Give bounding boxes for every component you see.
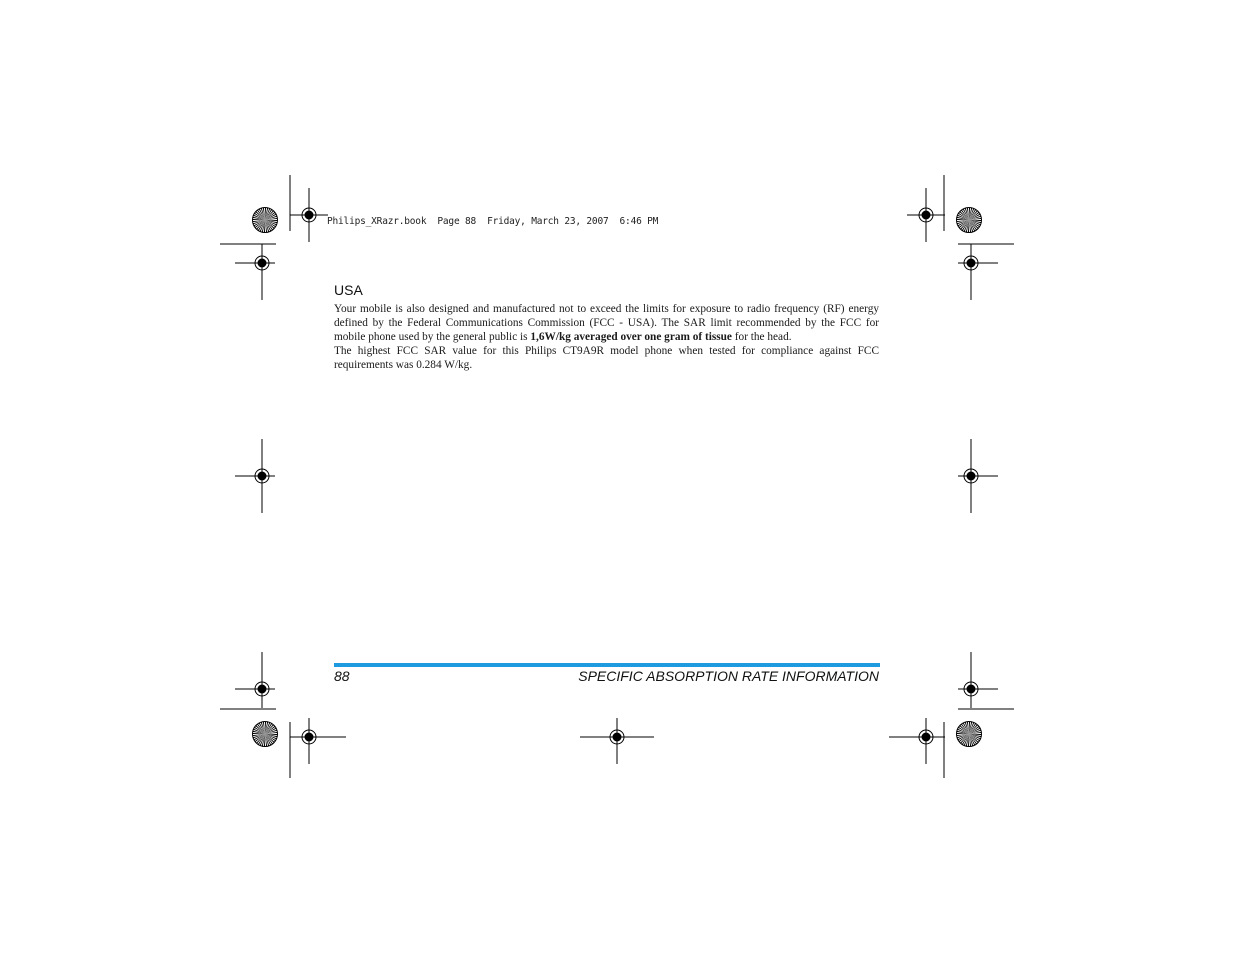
footer-chapter-title: SPECIFIC ABSORPTION RATE INFORMATION (578, 668, 879, 684)
sar-paragraph-1 (334, 302, 879, 344)
print-slug-line: Philips_XRazr.book Page 88 Friday, March 23, 2007 6:46 PM (327, 216, 659, 227)
paragraph-1-text: Your mobile is also designed and manufactured not to exceed the limits for exposure to radio frequency (RF) energy defined by the Federal Communications Commission (FCC - USA). The SAR limit recommended by the FCC for mobile phone used by the general public is (334, 303, 879, 343)
registration-star-icon (253, 208, 278, 233)
footer-rule (334, 663, 880, 667)
page-content (334, 282, 879, 372)
sar-limit-emphasis: 1,6W/kg averaged over one gram of tissue (530, 331, 732, 343)
sar-paragraph-2: The highest FCC SAR value for this Philips CT9A9R model phone when tested for compliance against FCC requirements was 0.284 W/kg. (334, 345, 879, 371)
page-number: 88 (334, 668, 350, 684)
paragraph-1-tail: for the head. (731, 331, 792, 343)
registration-star-icon (253, 722, 278, 747)
registration-star-icon (957, 722, 982, 747)
section-heading: USA (334, 282, 363, 298)
registration-star-icon (957, 208, 982, 233)
